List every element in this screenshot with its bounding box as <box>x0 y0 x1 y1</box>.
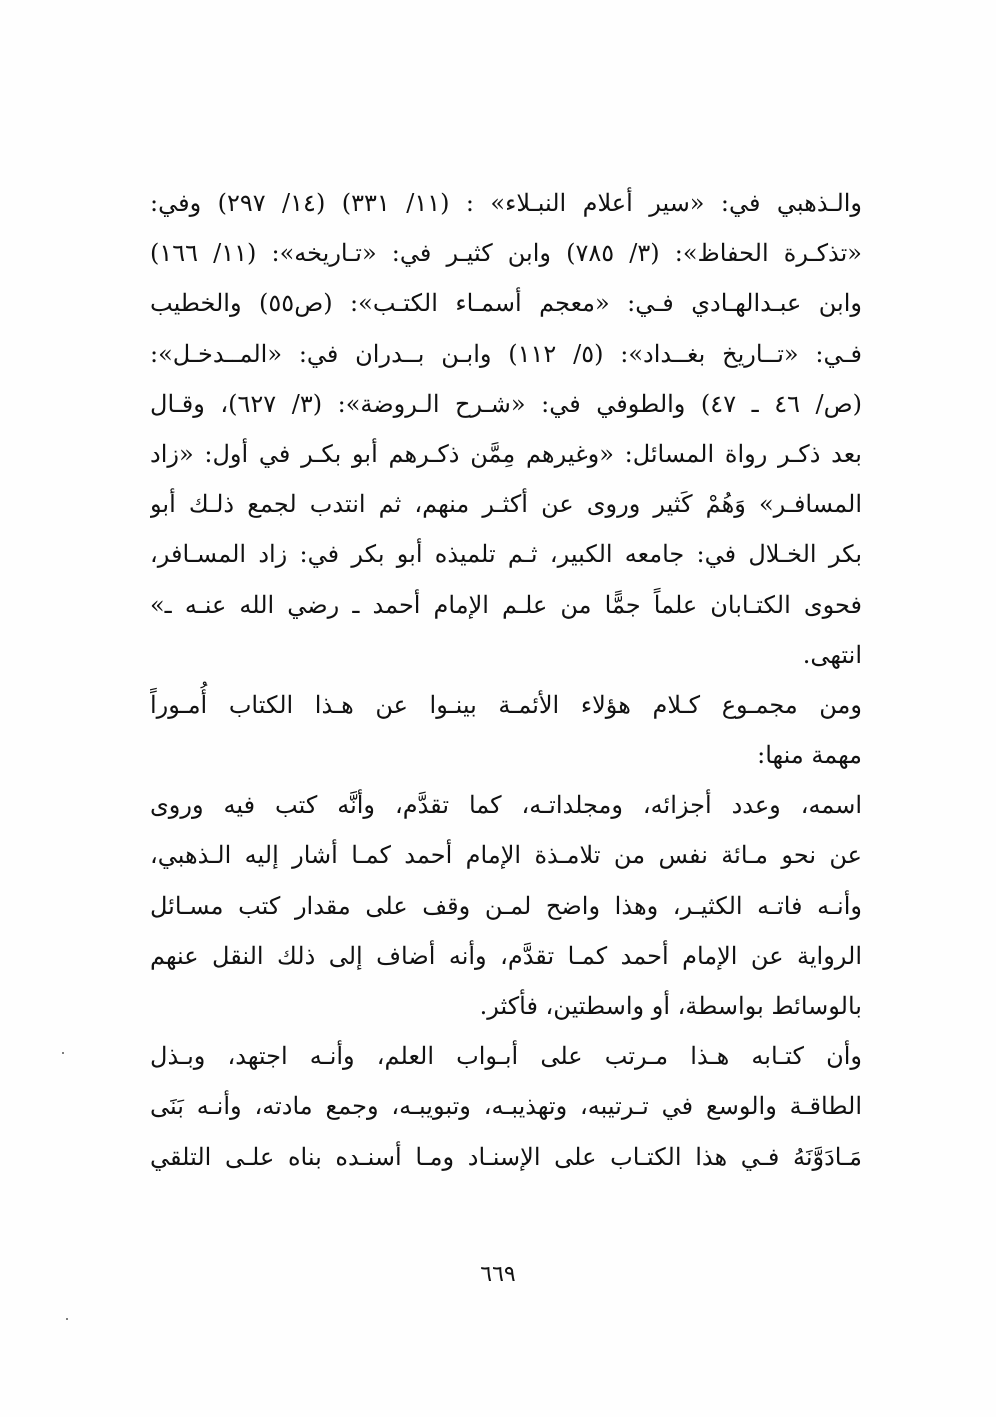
scan-speck <box>62 1052 64 1054</box>
text-line-8: بكر الخـلال في: جامعه الكبير، ثـم تلميذه أبو بكر في: زاد المسـافر، <box>150 540 862 569</box>
text-line-15: وأنـه فاتـه الكثيـر، وهذا واضح لمـن وقف على مقدار كتب مسـائل <box>150 891 862 920</box>
text-line-13: اسمه، وعدد أجزائه، ومجلداتـه، كما تقدَّم، وأنَّه كتب فيه وروى <box>150 791 862 820</box>
text-line-9: فحوى الكتـابان علماً جمًّا من علـم الإمام أحمد ـ رضي الله عنـه ـ» <box>150 590 862 619</box>
text-line-17: بالوسائط بواسطة، أو واسطتين، فأكثر. <box>479 992 862 1020</box>
text-line-20: مَـادَوَّنَهُ فـي هذا الكتـاب على الإسنـاد ومـا أسنـده بناه علـى التلقي <box>150 1142 862 1171</box>
text-line-7: المسافـر» وَهُمْ كَثير وروى عن أكثـر منهم، ثم انتدب لجمع ذلـك أبو <box>150 490 862 519</box>
text-line-1: والـذهبي في: «سير أعلام النبـلاء» : (١١/ ٣٣١) (١٤/ ٢٩٧) وفي: <box>150 189 862 217</box>
text-line-2: «تذكـرة الحفاظ»: (٣/ ٧٨٥) وابن كثيـر في: «تـاريخه»: (١١/ ١٦٦) <box>150 239 862 268</box>
text-line-11: ومن مجمـوع كـلام هؤلاء الأئمـة بينـوا عن هـذا الكتاب أُمـوراً <box>150 690 862 719</box>
text-line-3: وابن عبـدالهـادي فـي: «معجم أسمـاء الكتـب»: (ص٥٥) والخطيب <box>150 289 862 318</box>
text-line-18: وأن كتـابه هـذا مـرتب على أبـواب العلم، وأنـه اجتهد، وبـذل <box>150 1042 862 1071</box>
body-text <box>150 178 862 1182</box>
text-line-14: عن نحو مـائة نفس من تلامـذة الإمام أحمد كمـا أشار إليه الـذهبي، <box>150 841 862 870</box>
text-line-4: فـي: «تــاريخ بغــداد»: (٥/ ١١٢) وابـن بــدران في: «المــدخـل»: <box>150 339 862 368</box>
scan-speck <box>66 1318 68 1320</box>
text-line-16: الرواية عن الإمام أحمد كمـا تقدَّم، وأنه أضاف إلى ذلك النقل عنهم <box>150 941 862 970</box>
text-line-12: مهمة منها: <box>757 741 862 770</box>
text-line-19: الطاقـة والوسع في تـرتيبه، وتهذيبـه، وتبويبـه، وجمع مادته، وأنـه بَنَى <box>150 1092 862 1121</box>
page-number: ٦٦٩ <box>480 1262 516 1287</box>
text-line-5: (ص/ ٤٦ ـ ٤٧) والطوفي في: «شـرح الـروضة»: (٣/ ٦٢٧)، وقـال <box>150 389 862 418</box>
text-line-10: انتهى. <box>802 640 862 669</box>
text-line-6: بعد ذكـر رواة المسائل: «وغيرهم مِمَّن ذكـرهم أبو بكـر في أول: «زاد <box>150 439 862 468</box>
